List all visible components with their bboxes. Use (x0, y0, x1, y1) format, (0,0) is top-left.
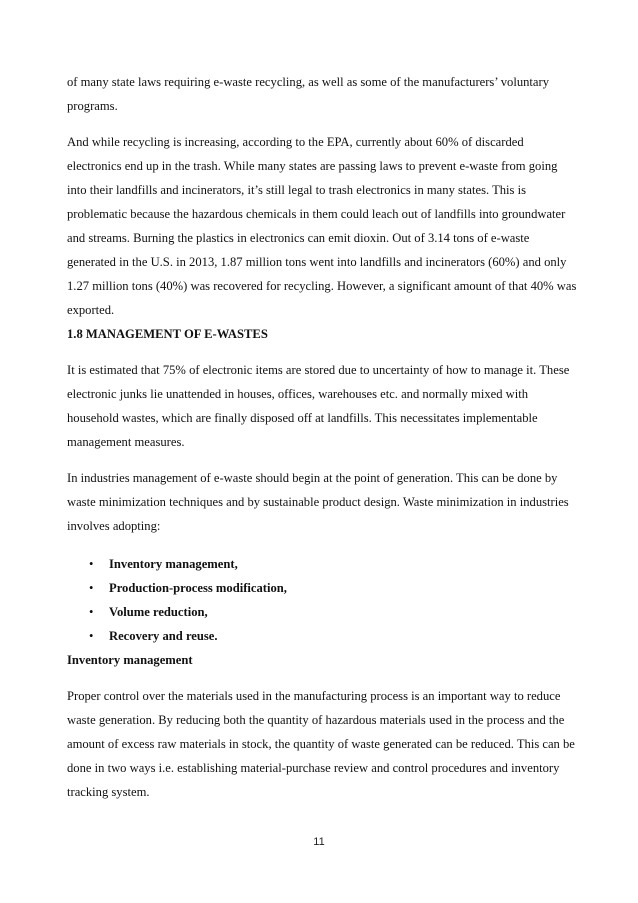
bullet-icon: • (89, 557, 94, 571)
list-item (67, 600, 577, 624)
paragraph-inventory-management: Proper control over the materials used in the manufacturing process is an important way to reduce waste generation. By reducing both the quantity of hazardous materials used in the process and the amount of excess raw materials in stock, the quantity of waste generated can be reduced. This can be done in two ways i.e. establishing material-purchase review and control procedures and inventory tracking system. (67, 689, 575, 799)
paragraph-industry-management: In industries management of e-waste should begin at the point of generation. This can be done by waste minimization techniques and by sustainable product design. Waste minimization in industries involves adopting: (67, 471, 569, 533)
page-content (67, 70, 577, 804)
bullet-icon: • (89, 605, 94, 619)
list-item-label: Production-process modification, (109, 581, 287, 595)
subsection-heading: Inventory management (67, 653, 193, 667)
list-item (67, 576, 577, 600)
list-item (67, 552, 577, 576)
list-item-label: Inventory management, (109, 557, 238, 571)
paragraph-continuation: of many state laws requiring e-waste recycling, as well as some of the manufacturers’ voluntary programs. (67, 75, 550, 113)
list-item (67, 624, 577, 648)
list-item-label: Volume reduction, (109, 605, 208, 619)
list-item-label: Recovery and reuse. (109, 629, 218, 643)
page-number: 11 (313, 836, 325, 848)
paragraph-stored-electronics: It is estimated that 75% of electronic items are stored due to uncertainty of how to manage it. These electronic junks lie unattended in houses, offices, warehouses etc. and normally mixed with household wastes, which are finally disposed off at landfills. This necessitates implementable management measures. (67, 363, 570, 449)
waste-minimization-list (67, 552, 577, 648)
bullet-icon: • (89, 581, 94, 595)
section-heading: 1.8 MANAGEMENT OF E-WASTES (67, 327, 268, 341)
paragraph-recycling-statistics: And while recycling is increasing, according to the EPA, currently about 60% of discarded electronics end up in the trash. While many states are passing laws to prevent e-waste from going into their landfills and incinerators, it’s still legal to trash electronics in many states. This is problematic because the hazardous chemicals in them could leach out of landfills into groundwater and streams. Burning the plastics in electronics can emit dioxin. Out of 3.14 tons of e-waste generated in the U.S. in 2013, 1.87 million tons went into landfills and incinerators (60%) and only 1.27 million tons (40%) was recovered for recycling. However, a significant amount of that 40% was exported. (67, 135, 577, 317)
bullet-icon: • (89, 629, 94, 643)
